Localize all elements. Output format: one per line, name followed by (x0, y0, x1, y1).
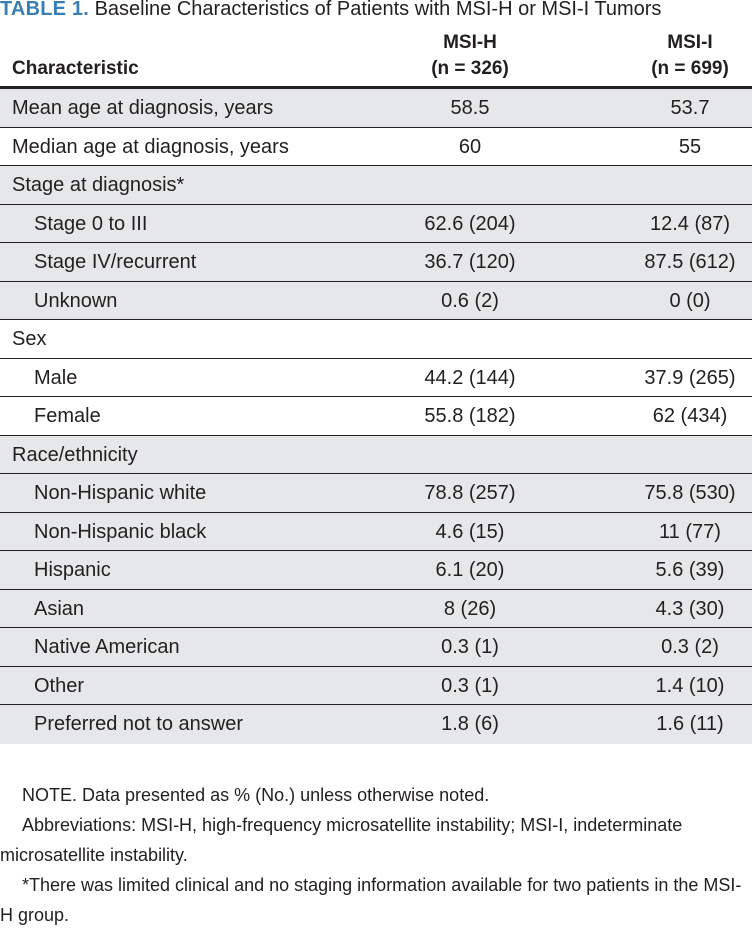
table-row (0, 205, 752, 244)
row-label: Asian (34, 597, 85, 620)
row-msi-h-value: 0.3 (1) (441, 674, 499, 697)
table-row (0, 436, 752, 475)
row-msi-h-value (380, 320, 560, 358)
row-msi-i-value: 1.4 (10) (655, 674, 725, 697)
table-row (0, 243, 752, 282)
row-label: Stage IV/recurrent (34, 251, 197, 273)
row-msi-h-value: 1.8 (6) (441, 713, 499, 735)
table-row (0, 474, 752, 513)
table-row (0, 551, 752, 590)
row-msi-h-value (380, 166, 560, 204)
table-row (0, 513, 752, 552)
row-msi-i-value: 53.7 (670, 97, 710, 119)
row-msi-h-value: 0.3 (1) (441, 636, 499, 658)
table-row (0, 128, 752, 167)
row-msi-i-value: 12.4 (87) (649, 212, 731, 235)
footnote-text: *There was limited clinical and no staging information available for two patients in the MSI-H group. (0, 875, 742, 925)
table-header (0, 26, 752, 86)
table-row (0, 320, 752, 359)
header-characteristic: Characteristic (12, 58, 139, 79)
header-msi-h-n: (n = 326) (431, 58, 509, 79)
table-caption (0, 0, 752, 24)
table-row (0, 705, 752, 744)
header-msi-i (600, 30, 752, 82)
row-msi-h-value: 0.6 (2) (441, 289, 499, 312)
row-msi-h-value: 78.8 (257) (424, 482, 516, 504)
row-msi-h-value: 36.7 (120) (424, 251, 516, 273)
table-label: TABLE 1. (0, 0, 90, 20)
row-label: Stage at diagnosis* (12, 174, 185, 196)
row-label: Median age at diagnosis, years (12, 135, 289, 158)
note-text: NOTE. Data presented as % (No.) unless otherwise noted. (22, 785, 490, 805)
row-msi-h-value: 62.6 (204) (424, 212, 516, 235)
row-msi-h-value: 4.6 (15) (435, 520, 505, 543)
table-row (0, 628, 752, 667)
row-label: Male (34, 366, 78, 389)
header-msi-h (380, 30, 560, 82)
table-body (0, 89, 752, 744)
row-label: Preferred not to answer (34, 713, 243, 735)
row-label: Non-Hispanic black (34, 520, 207, 543)
row-msi-h-value: 55.8 (182) (424, 405, 516, 427)
row-label: Hispanic (34, 559, 111, 581)
row-msi-i-value: 0 (0) (669, 289, 711, 312)
row-msi-i-value: 1.6 (11) (656, 713, 724, 735)
abbreviations-text: Abbreviations: MSI-H, high-frequency microsatellite instability; MSI-I, indeterminate microsatellite instability. (0, 815, 683, 865)
table-row (0, 359, 752, 398)
row-msi-h-value: 8 (26) (443, 597, 497, 620)
table-row (0, 89, 752, 128)
row-msi-i-value: 4.3 (30) (655, 597, 725, 620)
row-msi-i-value: 37.9 (265) (644, 366, 736, 389)
table-title: Baseline Characteristics of Patients with MSI-H or MSI-I Tumors (94, 0, 662, 20)
table-notes (0, 780, 752, 930)
table-row (0, 590, 752, 629)
row-label: Stage 0 to III (34, 212, 148, 235)
row-msi-i-value: 0.3 (2) (661, 636, 719, 658)
row-label: Race/ethnicity (12, 443, 138, 466)
row-label: Native American (34, 636, 180, 658)
row-msi-i-value: 75.8 (530) (644, 482, 736, 504)
row-msi-i-value (600, 436, 752, 474)
header-msi-i-n: (n = 699) (651, 58, 729, 79)
row-msi-h-value: 58.5 (450, 97, 490, 119)
row-msi-i-value: 55 (678, 135, 702, 158)
row-label: Female (34, 405, 101, 427)
row-msi-h-value: 60 (458, 135, 482, 158)
header-msi-h-name: MSI-H (443, 32, 497, 53)
table-row (0, 282, 752, 321)
header-msi-i-name: MSI-I (667, 32, 713, 53)
row-label: Unknown (34, 289, 118, 312)
table-row (0, 166, 752, 205)
row-msi-i-value: 87.5 (612) (644, 251, 736, 273)
row-msi-h-value: 44.2 (144) (424, 366, 516, 389)
row-label: Mean age at diagnosis, years (12, 97, 274, 119)
row-msi-i-value: 62 (434) (652, 405, 728, 427)
table-row (0, 397, 752, 436)
row-msi-i-value: 5.6 (39) (655, 559, 725, 581)
table-row (0, 667, 752, 706)
row-label: Non-Hispanic white (34, 482, 207, 504)
row-label: Other (34, 674, 85, 697)
row-msi-i-value (600, 166, 752, 204)
row-msi-i-value (600, 320, 752, 358)
row-msi-i-value: 11 (77) (659, 520, 721, 543)
row-msi-h-value (380, 436, 560, 474)
row-msi-h-value: 6.1 (20) (435, 559, 505, 581)
row-label: Sex (12, 328, 47, 350)
